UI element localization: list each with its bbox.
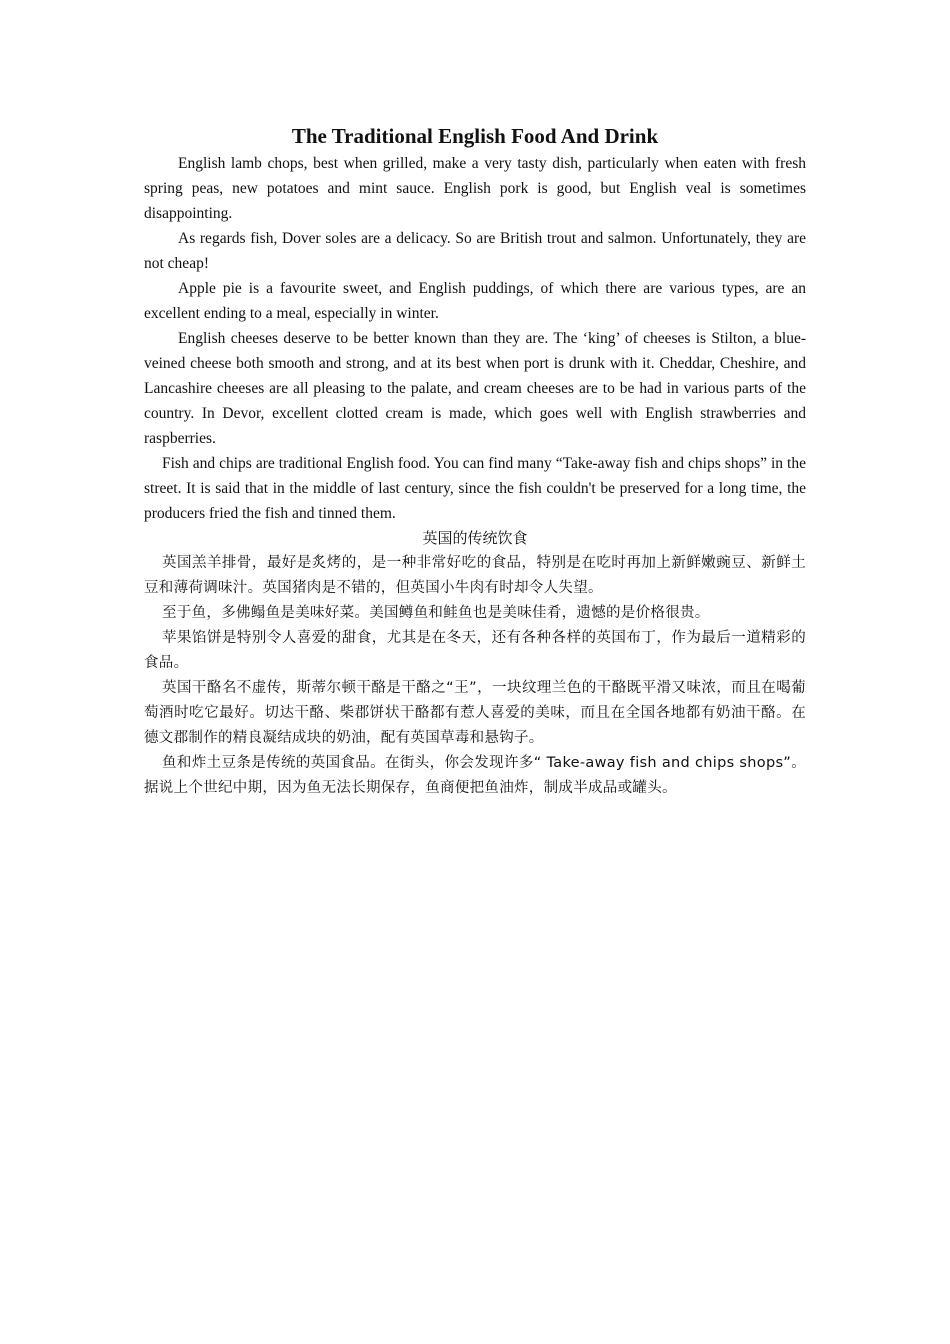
document-title: The Traditional English Food And Drink	[291, 124, 659, 148]
document-body	[144, 122, 806, 801]
chinese-paragraph-cheeses: 英国干酪名不虚传，斯蒂尔顿干酪是干酪之“王”，一块纹理兰色的干酪既平滑又味浓，而且在喝葡萄酒时吃它最好。切达干酪、柴郡饼状干酪都有惹人喜爱的美味，而且在全国各地都有奶油干酪。在德文郡制作的精良凝结成块的奶油，配有英国草毒和悬钩子。	[144, 680, 806, 746]
english-paragraph-lamb: English lamb chops, best when grilled, make a very tasty dish, particularly when eaten with fresh spring peas, new potatoes and mint sauce. English pork is good, but English veal is sometimes disappointing.	[144, 155, 806, 222]
english-paragraph-cheeses: English cheeses deserve to be better known than they are. The ‘king’ of cheeses is Stilton, a blue-veined cheese both smooth and strong, and at its best when port is drunk with it. Cheddar, Cheshire, and Lancashire cheeses are all pleasing to the palate, and cream cheeses are to be had in various parts of the country. In Devor, excellent clotted cream is made, which goes well with English strawberries and raspberries.	[144, 330, 806, 447]
chinese-paragraph-lamb: 英国羔羊排骨，最好是炙烤的，是一种非常好吃的食品，特别是在吃时再加上新鲜嫩豌豆、新鲜土豆和薄荷调味汁。英国猪肉是不错的，但英国小牛肉有时却令人失望。	[144, 555, 806, 596]
english-paragraph-fish-and-chips: Fish and chips are traditional English food. You can find many “Take-away fish and chips shops” in the street. It is said that in the middle of last century, since the fish couldn't be preserved for a long time, the producers fried the fish and tinned them.	[144, 455, 806, 522]
chinese-paragraph-apple-pie: 苹果馅饼是特别令人喜爱的甜食，尤其是在冬天，还有各种各样的英国布丁，作为最后一道精彩的食品。	[144, 630, 806, 671]
chinese-paragraph-fish-and-chips: 鱼和炸土豆条是传统的英国食品。在街头，你会发现许多“ Take-away fish and chips shops”。据说上个世纪中期，因为鱼无法长期保存，鱼商便把鱼油炸，制成半成品或罐头。	[144, 755, 806, 796]
english-paragraph-fish: As regards fish, Dover soles are a delicacy. So are British trout and salmon. Unfortunately, they are not cheap!	[144, 230, 806, 272]
chinese-title: 英国的传统饮食	[422, 529, 528, 547]
chinese-paragraph-fish: 至于鱼，多佛鳎鱼是美味好菜。美国鳟鱼和鲑鱼也是美味佳肴，遗憾的是价格很贵。	[162, 605, 710, 621]
english-paragraph-apple-pie: Apple pie is a favourite sweet, and English puddings, of which there are various types, are an excellent ending to a meal, especially in winter.	[144, 280, 806, 322]
